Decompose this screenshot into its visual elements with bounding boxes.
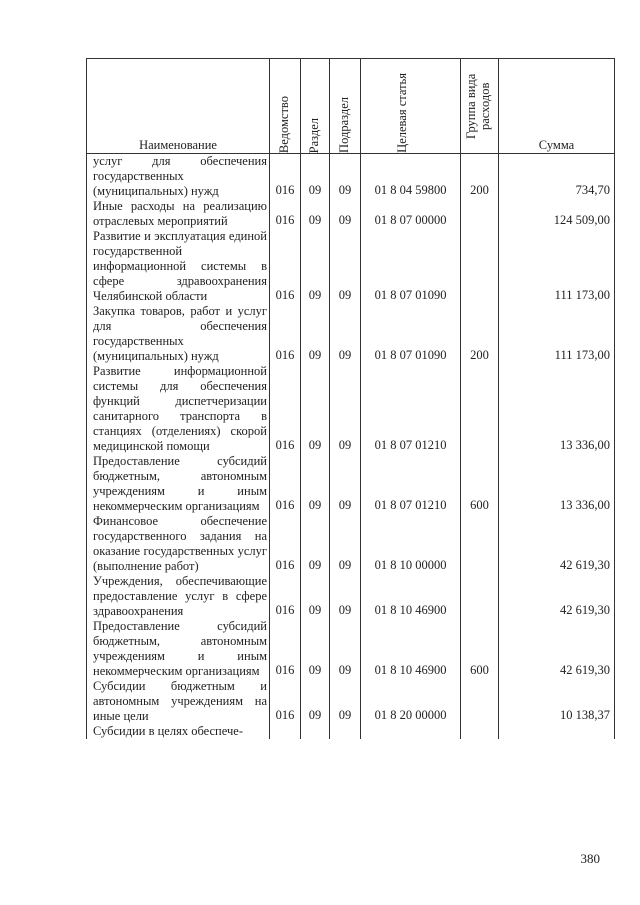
cell-podrazdel: 09: [330, 154, 361, 200]
header-vedomstvo: Ведомство: [277, 95, 292, 153]
cell-target-article: 01 8 10 46900: [361, 574, 461, 619]
cell-vedomstvo: 016: [270, 514, 301, 574]
header-target-article: Целевая статья: [394, 73, 409, 153]
cell-name: Субсидии в целях обеспече-: [87, 724, 270, 739]
cell-sum: 111 173,00: [499, 304, 615, 364]
cell-name: услуг для обеспечения государственных (муниципальных) нужд: [87, 154, 270, 200]
header-name: Наименование: [87, 59, 270, 154]
cell-sum: 13 336,00: [499, 364, 615, 454]
cell-target-article: 01 8 20 00000: [361, 679, 461, 724]
table-row: [87, 574, 615, 619]
cell-target-article: 01 8 10 00000: [361, 514, 461, 574]
cell-razdel: 09: [301, 364, 330, 454]
cell-podrazdel: 09: [330, 229, 361, 304]
page-number: 380: [580, 851, 600, 866]
cell-podrazdel: 09: [330, 454, 361, 514]
cell-expense-group: [461, 364, 499, 454]
cell-razdel: 09: [301, 199, 330, 229]
cell-sum: 10 138,37: [499, 679, 615, 724]
cell-razdel: 09: [301, 304, 330, 364]
cell-expense-group: 200: [461, 154, 499, 200]
header-razdel: Раздел: [307, 117, 322, 153]
cell-vedomstvo: 016: [270, 229, 301, 304]
table-row: [87, 454, 615, 514]
cell-podrazdel: 09: [330, 574, 361, 619]
table-row: [87, 514, 615, 574]
cell-podrazdel: 09: [330, 679, 361, 724]
cell-vedomstvo: 016: [270, 199, 301, 229]
cell-expense-group: [461, 724, 499, 739]
cell-sum: 42 619,30: [499, 574, 615, 619]
cell-vedomstvo: 016: [270, 454, 301, 514]
cell-target-article: 01 8 07 01090: [361, 304, 461, 364]
table-row: [87, 619, 615, 679]
cell-vedomstvo: 016: [270, 154, 301, 200]
cell-podrazdel: 09: [330, 199, 361, 229]
cell-sum: [499, 724, 615, 739]
cell-sum: 734,70: [499, 154, 615, 200]
cell-vedomstvo: 016: [270, 304, 301, 364]
cell-target-article: 01 8 07 01090: [361, 229, 461, 304]
cell-name: Субсидии бюджетным и автономным учреждениям на иные цели: [87, 679, 270, 724]
cell-target-article: 01 8 07 00000: [361, 199, 461, 229]
cell-razdel: 09: [301, 619, 330, 679]
cell-podrazdel: 09: [330, 514, 361, 574]
cell-expense-group: [461, 229, 499, 304]
cell-name: Предоставление субсидий бюджетным, автономным учреждениям и иным некоммерческим организациям: [87, 619, 270, 679]
table-row: [87, 199, 615, 229]
cell-razdel: [301, 724, 330, 739]
table-row: [87, 724, 615, 739]
table-row: [87, 304, 615, 364]
cell-expense-group: 600: [461, 619, 499, 679]
cell-name: Финансовое обеспечение государственного задания на оказание государственных услуг (выполнение работ): [87, 514, 270, 574]
cell-razdel: 09: [301, 574, 330, 619]
cell-name: Закупка товаров, работ и услуг для обеспечения государственных (муниципальных) нужд: [87, 304, 270, 364]
cell-target-article: 01 8 04 59800: [361, 154, 461, 200]
cell-vedomstvo: 016: [270, 364, 301, 454]
cell-sum: 124 509,00: [499, 199, 615, 229]
cell-expense-group: [461, 199, 499, 229]
cell-name: Развитие и эксплуатация единой государственной информационной системы в сфере здравоохранения Челябинской области: [87, 229, 270, 304]
table-row: [87, 229, 615, 304]
cell-vedomstvo: 016: [270, 619, 301, 679]
cell-target-article: 01 8 07 01210: [361, 454, 461, 514]
table-row: [87, 364, 615, 454]
cell-expense-group: [461, 514, 499, 574]
cell-expense-group: [461, 574, 499, 619]
cell-sum: 13 336,00: [499, 454, 615, 514]
cell-expense-group: 600: [461, 454, 499, 514]
budget-table: [86, 58, 615, 739]
cell-target-article: 01 8 07 01210: [361, 364, 461, 454]
cell-podrazdel: 09: [330, 364, 361, 454]
cell-vedomstvo: [270, 724, 301, 739]
cell-sum: 42 619,30: [499, 619, 615, 679]
cell-sum: 42 619,30: [499, 514, 615, 574]
cell-vedomstvo: 016: [270, 574, 301, 619]
table-row: [87, 154, 615, 200]
cell-expense-group: [461, 679, 499, 724]
cell-razdel: 09: [301, 229, 330, 304]
cell-podrazdel: 09: [330, 619, 361, 679]
cell-sum: 111 173,00: [499, 229, 615, 304]
cell-name: Предоставление субсидий бюджетным, автономным учреждениям и иным некоммерческим организациям: [87, 454, 270, 514]
cell-vedomstvo: 016: [270, 679, 301, 724]
header-podrazdel: Подраздел: [337, 97, 352, 153]
cell-podrazdel: [330, 724, 361, 739]
cell-target-article: 01 8 10 46900: [361, 619, 461, 679]
cell-razdel: 09: [301, 454, 330, 514]
cell-name: Иные расходы на реализацию отраслевых мероприятий: [87, 199, 270, 229]
cell-razdel: 09: [301, 514, 330, 574]
cell-target-article: [361, 724, 461, 739]
header-sum: Сумма: [499, 59, 615, 154]
cell-name: Учреждения, обеспечивающие предоставление услуг в сфере здравоохранения: [87, 574, 270, 619]
cell-razdel: 09: [301, 154, 330, 200]
cell-expense-group: 200: [461, 304, 499, 364]
table-row: [87, 679, 615, 724]
cell-razdel: 09: [301, 679, 330, 724]
cell-name: Развитие информационной системы для обеспечения функций диспетчеризации санитарного транспорта в станциях (отделениях) скорой медицинской помощи: [87, 364, 270, 454]
cell-podrazdel: 09: [330, 304, 361, 364]
table-header-row: [87, 59, 615, 154]
header-expense-group: Группа вида расходов: [463, 73, 492, 139]
